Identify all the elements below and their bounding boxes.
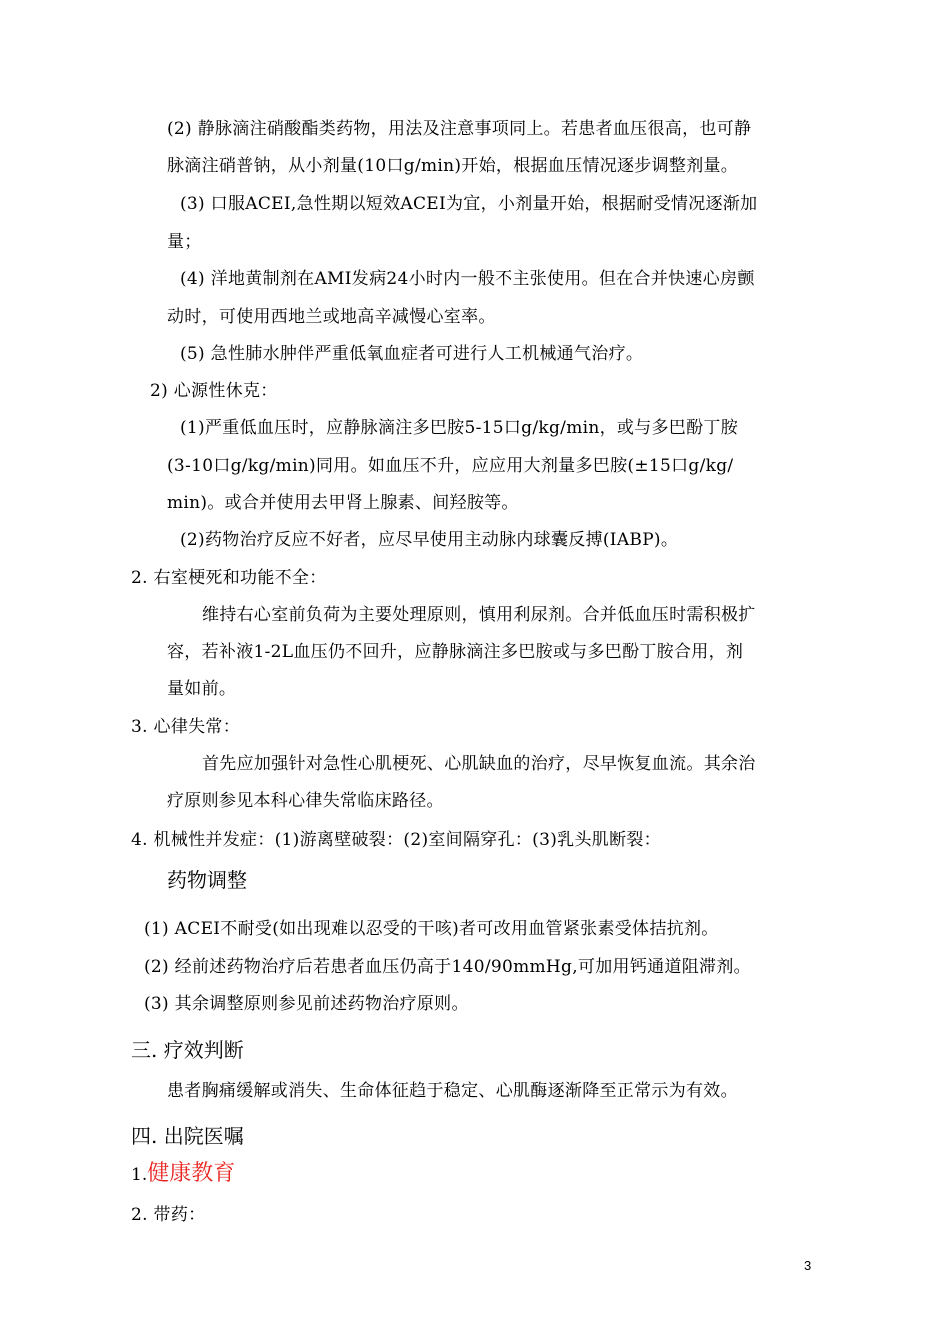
heading-number: 1. — [131, 1165, 148, 1185]
text-line: (3) 口服ACEI,急性期以短效ACEI为宜，小剂量开始，根据耐受情况逐渐加 — [180, 194, 758, 214]
text-line: 动时，可使用西地兰或地高辛减慢心室率。 — [167, 307, 496, 327]
heading-red-text: 健康教育 — [147, 1161, 236, 1186]
text-line: (5) 急性肺水肿伴严重低氧血症者可进行人工机械通气治疗。 — [180, 344, 644, 364]
text-line: (2)药物治疗反应不好者，应尽早使用主动脉内球囊反搏(IABP)。 — [180, 530, 679, 550]
section-heading: 药物调整 — [167, 868, 247, 892]
text-line: (2) 经前述药物治疗后若患者血压仍高于140/90mmHg,可加用钙通道阻滞剂。 — [144, 957, 751, 977]
text-line: 脉滴注硝普钠，从小剂量(10口g/min)开始，根据血压情况逐步调整剂量。 — [167, 156, 739, 176]
text-line: (3-10口g/kg/min)同用。如血压不升，应应用大剂量多巴胺(±15口g/kg/ — [167, 456, 734, 476]
health-education-heading — [131, 1160, 235, 1188]
text-line: (1)严重低血压时，应静脉滴注多巴胺5-15口g/kg/min，或与多巴酚丁胺 — [180, 418, 738, 438]
text-line: 疗原则参见本科心律失常临床路径。 — [167, 791, 444, 811]
text-line: 4. 机械性并发症：(1)游离壁破裂：(2)室间隔穿孔：(3)乳头肌断裂： — [131, 830, 661, 850]
text-line: (4) 洋地黄制剂在AMI发病24小时内一般不主张使用。但在合并快速心房颤 — [180, 269, 755, 289]
text-line: (3) 其余调整原则参见前述药物治疗原则。 — [144, 994, 469, 1014]
text-line: 3. 心律失常： — [131, 717, 241, 737]
section-heading: 四. 出院医嘱 — [131, 1124, 244, 1148]
text-line: 2. 带药： — [131, 1205, 206, 1225]
text-line: min)。或合并使用去甲肾上腺素、间羟胺等。 — [167, 493, 519, 513]
text-line: 首先应加强针对急性心肌梗死、心肌缺血的治疗，尽早恢复血流。其余治 — [202, 754, 756, 774]
section-heading: 三. 疗效判断 — [131, 1038, 244, 1062]
text-line: 患者胸痛缓解或消失、生命体征趋于稳定、心肌酶逐渐降至正常示为有效。 — [167, 1081, 738, 1101]
text-line: 维持右心室前负荷为主要处理原则，慎用利尿剂。合并低血压时需积极扩 — [202, 605, 756, 625]
text-line: (2) 静脉滴注硝酸酯类药物，用法及注意事项同上。若患者血压很高，也可静 — [167, 119, 752, 139]
text-line: 2. 右室梗死和功能不全： — [131, 568, 327, 588]
page-number: 3 — [804, 1258, 812, 1273]
text-line: (1) ACEI不耐受(如出现难以忍受的干咳)者可改用血管紧张素受体拮抗剂。 — [144, 919, 719, 939]
text-line: 容，若补液1-2L血压仍不回升，应静脉滴注多巴胺或与多巴酚丁胺合用，剂 — [167, 642, 744, 662]
text-line: 2) 心源性休克： — [150, 381, 278, 401]
text-line: 量； — [167, 232, 202, 252]
text-line: 量如前。 — [167, 679, 237, 699]
